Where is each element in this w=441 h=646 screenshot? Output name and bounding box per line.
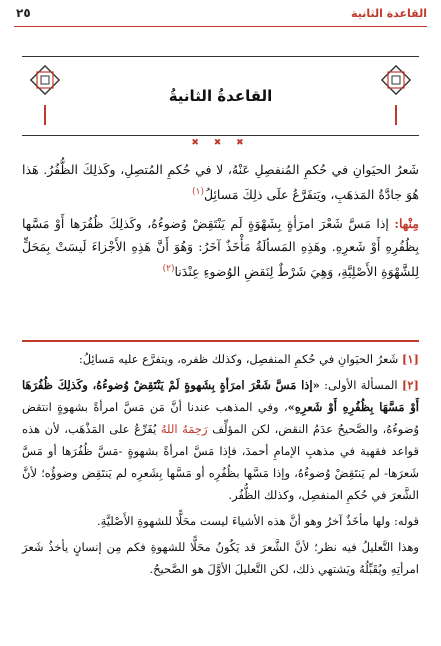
page-number: ٢٥: [16, 6, 31, 20]
footnote-ref[interactable]: (١): [192, 187, 204, 197]
note-number: [١]: [401, 352, 419, 366]
frame-tick: [395, 105, 397, 125]
honorific: رَحِمَهُ اللهُ: [160, 422, 208, 436]
matn-paragraph: [22, 212, 419, 283]
commentary: [22, 348, 419, 584]
note-text: قوله: ولها مأخَذٌ آخرُ وهو أنَّ هذه الأشياءَ ليست محَلًّا للشهوةِ الأَصْليَّةِ.: [96, 514, 419, 528]
note-paragraph: [22, 536, 419, 580]
header-rule: [14, 26, 427, 27]
running-title: القاعدة الثانية: [351, 7, 427, 20]
chapter-title: القاعدةُ الثانيةُ: [168, 87, 273, 105]
note-text: وهذا التَّعليلُ فيه نظر؛ لأنَّ الشَّعرَ قد يَكُونُ محَلًّا للشهوةِ فكم مِن إنسانٍ يأخذُ شَعرَ امرأتِهِ ويُقَبِّلُهُ ويَشتهي ذلك، لكن التَّعليلَ الأوَّلَ هو الصَّحيحُ.: [22, 540, 419, 576]
divider-ornament: ✖ ✖ ✖: [191, 138, 250, 148]
footnote-separator: [22, 340, 419, 342]
note-intro: المسألة الأولى:: [324, 378, 398, 392]
matn-paragraph-text: شَعرُ الحيَوانِ في حُكمِ المُنفصِلِ عَنْهُ، لا في حُكمِ المُتصِلِ، وكَذلِكَ الظُّفُرُ. هَذا هُوَ جادَّةُ المَذهَبِ، ويَتفَرَّعُ علَى ذلِكَ مَسائِلُ: [22, 162, 419, 203]
footnote-ref[interactable]: (٢): [162, 264, 175, 275]
matn-paragraph-text: إذا مَسَّ شَعْرَ امرَأةٍ بِشَهْوَةٍ لَم يَنْتَقِضْ وُضوءُهُ، وكَذلِكَ ظُفُرَها أَوْ مَسَّها بِظُفُرِهِ أَوْ شَعرِهِ. وهَذِهِ المَسألَةُ مَأْخَذٌ آخَرُ: وَهُوَ أَنَّ هَذِهِ الأَجْزاءَ لَيسَتْ بِمَحَلٍّ لِلشَّهْوَةِ الأَصْلِيَّةِ، وَهِيَ شَرْطٌ لِنَقضِ الوُضوءِ عِنْدَنا: [22, 216, 419, 280]
note-text: ، وفي المذهب عندنا أنَّ مَن مَسَّ امرأةً بشهوةٍ انتقض وُضوءُهُ، والصَّحيحُ عدَمُ النقض، لكن المؤلِّف: [22, 400, 420, 436]
quoted-matn: «إذا مَسَّ شَعْرَ امرَأةٍ بِشَهوةٍ لَمْ يَنْتَقِضْ وُضوءُهُ، وكَذلِكَ ظُفُرَهَا أَوْ مَسَّهَا بِظُفُرِهِ أَوْ شَعرِهِ»: [22, 378, 419, 414]
note-paragraph: [22, 510, 419, 532]
matn-text: [22, 158, 419, 289]
note-paragraph: [22, 348, 419, 370]
note-text: شَعرُ الحيَوانِ في حُكمِ المنفصِل، وكذلك ظفره، ويتفرَّع عليه مَسائِلُ:: [78, 352, 399, 366]
note-paragraph: [22, 374, 419, 506]
example-label: مِنْها:: [394, 216, 419, 232]
note-number: [٢]: [401, 378, 419, 392]
running-head: [14, 4, 427, 26]
matn-paragraph: [22, 158, 419, 206]
chapter-title-frame: [22, 56, 419, 136]
frame-tick: [44, 105, 46, 125]
note-text: يُفَرِّعُ على المَذْهَب، لأن هذه قواعد فقهية في مذهبِ الإمامِ أحمدَ، فإذا مَسَّ امرأةً بشهوةٍ -مَسَّ ظُفُرَها أو مَسَّ شَعرَها- لم يَنتَقِضْ وُضوءُهُ، وإذا مَسَّها بظُفُرِه أو مَسَّها بِشَعرِه لم يَنتَقِض وضوؤُه؛ لأنَّ الشَّعرَ في حُكمِ المنفصِل، وكذلك الظُّفُر.: [22, 422, 419, 502]
